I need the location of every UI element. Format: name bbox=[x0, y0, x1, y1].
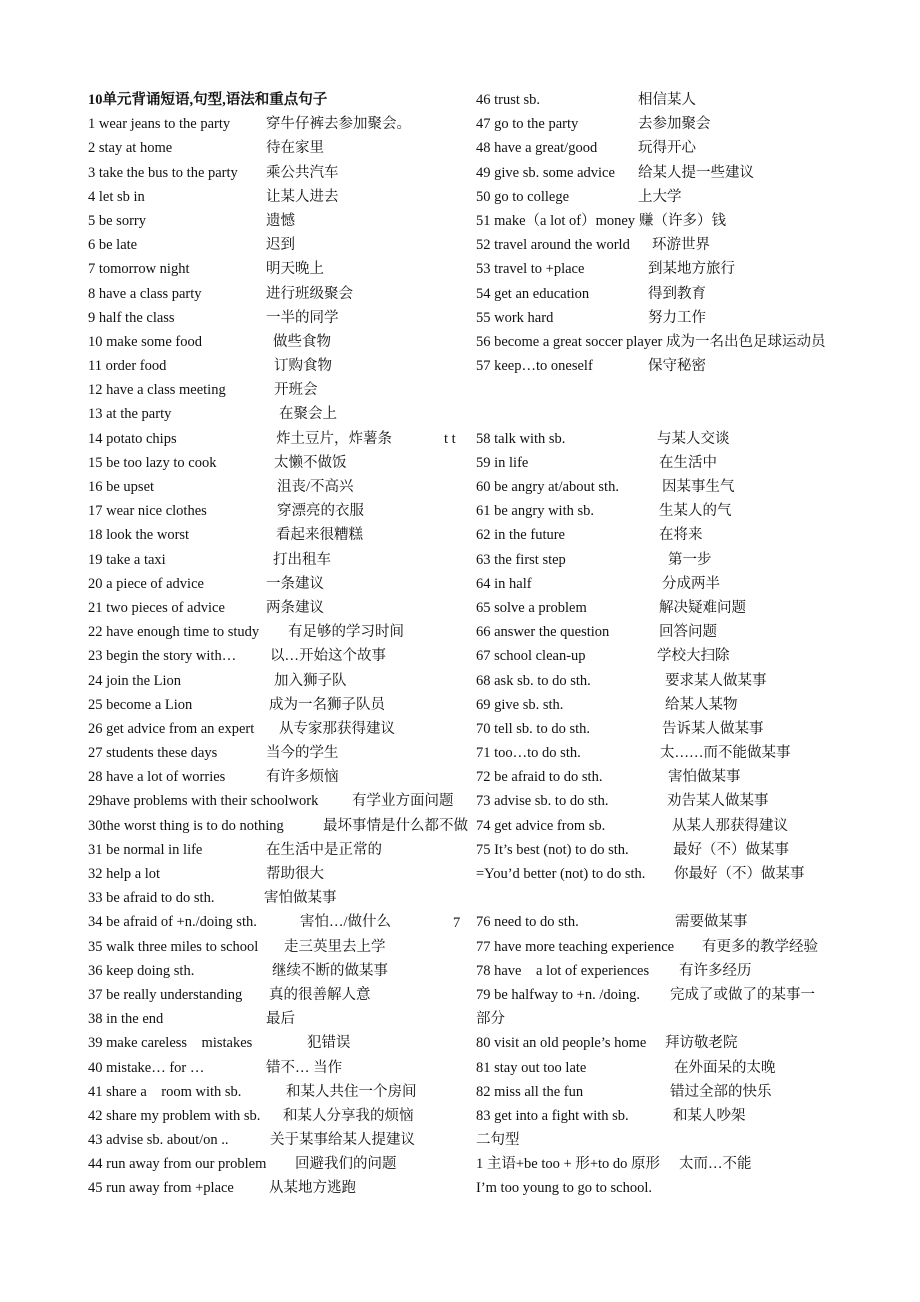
phrase-english: 27 students these days bbox=[88, 745, 218, 762]
phrase-chinese: 穿牛仔裤去参加聚会。 bbox=[266, 116, 411, 133]
phrase-row bbox=[476, 282, 891, 306]
phrase-row bbox=[476, 306, 891, 330]
phrase-chinese: 到某地方旅行 bbox=[648, 261, 735, 278]
phrase-chinese: 你最好（不）做某事 bbox=[674, 866, 805, 882]
phrase-chinese: 害怕…/做什么 bbox=[300, 914, 392, 931]
phrase-row bbox=[476, 693, 891, 717]
phrase-chinese: 沮丧/不高兴 bbox=[277, 479, 354, 495]
phrase-row bbox=[476, 1104, 891, 1128]
phrase-chinese: 最坏事情是什么都不做 bbox=[323, 817, 468, 834]
phrase-english: 61 be angry with sb. bbox=[476, 503, 594, 520]
phrase-chinese: 当今的学生 bbox=[266, 745, 339, 762]
stray-mark-tt: t t bbox=[444, 431, 456, 447]
phrase-chinese: 太……而不能做某事 bbox=[660, 745, 791, 762]
phrase-row bbox=[476, 548, 891, 572]
phrase-row bbox=[476, 475, 891, 499]
phrase-row bbox=[88, 378, 483, 402]
phrase-chinese: 明天晚上 bbox=[266, 261, 324, 278]
phrase-chinese: 保守秘密 bbox=[648, 358, 706, 375]
phrase-english: 80 visit an old people’s home bbox=[476, 1035, 647, 1052]
phrase-chinese: 帮助很大 bbox=[266, 866, 324, 882]
phrase-english: 60 be angry at/about sth. bbox=[476, 479, 619, 495]
phrase-chinese: 犯错误 bbox=[307, 1035, 351, 1052]
phrase-chinese: 做些食物 bbox=[273, 333, 331, 350]
phrase-row bbox=[476, 354, 891, 378]
phrase-english: 25 become a Lion bbox=[88, 696, 193, 713]
phrase-row bbox=[476, 378, 891, 402]
phrase-row bbox=[476, 741, 891, 765]
phrase-row bbox=[476, 862, 891, 886]
phrase-row bbox=[476, 209, 891, 233]
phrase-english: 14 potato chips bbox=[88, 430, 177, 447]
phrase-english: 56 become a great soccer player bbox=[476, 333, 663, 350]
phrase-row bbox=[88, 257, 483, 281]
phrase-row bbox=[88, 910, 483, 934]
phrase-row bbox=[88, 548, 483, 572]
phrase-row bbox=[476, 112, 891, 136]
phrase-chinese: 努力工作 bbox=[648, 309, 706, 326]
left-column bbox=[88, 88, 483, 1201]
phrase-row bbox=[476, 620, 891, 644]
phrase-english: 26 get advice from an expert bbox=[88, 720, 255, 737]
phrase-row bbox=[476, 1080, 891, 1104]
phrase-chinese: 继续不断的做某事 bbox=[272, 962, 388, 979]
phrase-row bbox=[88, 1031, 483, 1055]
phrase-chinese: 穿漂亮的衣服 bbox=[277, 503, 364, 520]
phrase-english: 81 stay out too late bbox=[476, 1059, 587, 1076]
phrase-row bbox=[88, 282, 483, 306]
phrase-chinese: 看起来很糟糕 bbox=[276, 527, 363, 544]
phrase-row bbox=[476, 644, 891, 668]
phrase-row bbox=[88, 1176, 483, 1200]
document-title: 10单元背诵短语,句型,语法和重点句子 bbox=[88, 92, 328, 108]
phrase-english: 19 take a taxi bbox=[88, 551, 166, 568]
phrase-english: 38 in the end bbox=[88, 1011, 164, 1028]
phrase-row bbox=[88, 209, 483, 233]
phrase-chinese: 有许多烦恼 bbox=[266, 769, 339, 786]
phrase-english: 6 be late bbox=[88, 237, 138, 254]
phrase-chinese: 学校大扫除 bbox=[657, 648, 730, 665]
phrase-english: 74 get advice from sb. bbox=[476, 817, 606, 834]
phrase-row bbox=[476, 1007, 891, 1031]
phrase-english: 40 mistake… for … bbox=[88, 1059, 205, 1076]
phrase-row bbox=[476, 910, 891, 934]
phrase-english: 50 go to college bbox=[476, 188, 570, 205]
phrase-chinese: 赚（许多）钱 bbox=[639, 212, 726, 229]
phrase-english: 18 look the worst bbox=[88, 527, 190, 544]
phrase-chinese: 有足够的学习时间 bbox=[288, 624, 404, 641]
phrase-chinese: 回避我们的问题 bbox=[295, 1156, 397, 1173]
phrase-english: 78 have a lot of experiences bbox=[476, 962, 650, 979]
phrase-row bbox=[476, 572, 891, 596]
phrase-chinese: 有学业方面问题 bbox=[352, 793, 454, 810]
phrase-row bbox=[476, 596, 891, 620]
phrase-chinese: 要求某人做某事 bbox=[665, 672, 767, 689]
phrase-english: 31 be normal in life bbox=[88, 841, 203, 858]
phrase-english: 30the worst thing is to do nothing bbox=[88, 817, 284, 834]
phrase-chinese: 成为一名出色足球运动员 bbox=[666, 333, 826, 350]
phrase-row bbox=[88, 1056, 483, 1080]
phrase-chinese: 开班会 bbox=[274, 382, 318, 399]
phrase-english: 65 solve a problem bbox=[476, 599, 587, 616]
phrase-chinese: 真的很善解人意 bbox=[269, 986, 371, 1003]
phrase-row bbox=[476, 717, 891, 741]
phrase-english: 37 be really understanding bbox=[88, 986, 243, 1003]
phrase-chinese: 完成了或做了的某事一 bbox=[670, 986, 815, 1003]
phrase-row bbox=[476, 257, 891, 281]
right-column bbox=[476, 88, 891, 1201]
phrase-chinese: 给某人提一些建议 bbox=[638, 164, 754, 181]
phrase-chinese: 和某人吵架 bbox=[673, 1107, 746, 1124]
phrase-row bbox=[476, 427, 891, 451]
phrase-chinese: 和某人分享我的烦恼 bbox=[283, 1107, 414, 1124]
phrase-row bbox=[476, 838, 891, 862]
phrase-chinese: 以…开始这个故事 bbox=[270, 648, 386, 665]
phrase-english: 79 be halfway to +n. /doing. bbox=[476, 986, 641, 1003]
phrase-chinese: 劝告某人做某事 bbox=[667, 793, 769, 810]
phrase-english: 17 wear nice clothes bbox=[88, 503, 207, 520]
phrase-english: 59 in life bbox=[476, 454, 529, 471]
phrase-english: 39 make careless mistakes bbox=[88, 1035, 253, 1052]
phrase-english: 76 need to do sth. bbox=[476, 914, 579, 931]
phrase-row bbox=[88, 161, 483, 185]
phrase-row bbox=[476, 669, 891, 693]
phrase-row bbox=[476, 499, 891, 523]
phrase-chinese: 有许多经历 bbox=[679, 962, 752, 979]
phrase-chinese: 生某人的气 bbox=[659, 503, 732, 520]
phrase-chinese: 在生活中 bbox=[659, 454, 717, 471]
phrase-english: 83 get into a fight with sb. bbox=[476, 1107, 629, 1124]
phrase-english: 47 go to the party bbox=[476, 116, 579, 133]
phrase-row bbox=[88, 1007, 483, 1031]
phrase-row bbox=[88, 717, 483, 741]
phrase-row bbox=[88, 765, 483, 789]
phrase-chinese: 一条建议 bbox=[266, 575, 324, 592]
phrase-chinese: 让某人进去 bbox=[266, 188, 339, 205]
phrase-row bbox=[88, 669, 483, 693]
phrase-chinese: 成为一名狮子队员 bbox=[269, 696, 385, 713]
phrase-chinese: 和某人共住一个房间 bbox=[286, 1083, 417, 1100]
phrase-row bbox=[476, 161, 891, 185]
phrase-row bbox=[88, 838, 483, 862]
phrase-row bbox=[476, 330, 891, 354]
phrase-row bbox=[476, 983, 891, 1007]
phrase-chinese: 上大学 bbox=[638, 188, 682, 205]
phrase-chinese: 从专家那获得建议 bbox=[279, 720, 395, 737]
phrase-row bbox=[476, 185, 891, 209]
phrase-english: 21 two pieces of advice bbox=[88, 599, 225, 616]
phrase-english: 7 tomorrow night bbox=[88, 261, 190, 278]
phrase-english: 20 a piece of advice bbox=[88, 575, 204, 592]
phrase-chinese: 关于某事给某人提建议 bbox=[270, 1132, 415, 1149]
phrase-english: 67 school clean-up bbox=[476, 648, 586, 665]
phrase-chinese: 与某人交谈 bbox=[657, 430, 730, 447]
phrase-english: 34 be afraid of +n./doing sth. bbox=[88, 914, 257, 931]
phrase-english: 55 work hard bbox=[476, 309, 554, 326]
phrase-row bbox=[88, 1080, 483, 1104]
phrase-chinese: 打出租车 bbox=[273, 551, 331, 568]
phrase-row bbox=[88, 572, 483, 596]
phrase-english: 11 order food bbox=[88, 358, 167, 375]
phrase-chinese: 因某事生气 bbox=[662, 479, 735, 495]
phrase-english: 5 be sorry bbox=[88, 212, 146, 229]
phrase-row bbox=[476, 136, 891, 160]
phrase-english: 2 stay at home bbox=[88, 140, 173, 157]
phrase-chinese: 环游世界 bbox=[652, 237, 710, 254]
phrase-english: 53 travel to +place bbox=[476, 261, 585, 278]
phrase-english: 12 have a class meeting bbox=[88, 382, 226, 399]
phrase-row bbox=[88, 112, 483, 136]
phrase-english: 33 be afraid to do sth. bbox=[88, 890, 215, 907]
phrase-row bbox=[88, 1152, 483, 1176]
phrase-chinese: 从某地方逃跑 bbox=[269, 1180, 356, 1197]
phrase-english: 63 the first step bbox=[476, 551, 566, 568]
phrase-english: 23 begin the story with… bbox=[88, 648, 237, 665]
phrase-row bbox=[88, 789, 483, 813]
phrase-chinese: 乘公共汽车 bbox=[266, 164, 339, 181]
phrase-row bbox=[88, 499, 483, 523]
phrase-row bbox=[88, 935, 483, 959]
phrase-english: 82 miss all the fun bbox=[476, 1083, 584, 1100]
phrase-english: 22 have enough time to study bbox=[88, 624, 260, 641]
phrase-chinese: 太而…不能 bbox=[679, 1156, 752, 1173]
phrase-chinese: 玩得开心 bbox=[638, 140, 696, 157]
phrase-english: 62 in the future bbox=[476, 527, 565, 544]
phrase-chinese: 两条建议 bbox=[266, 599, 324, 616]
phrase-row bbox=[88, 402, 483, 426]
phrase-chinese: 进行班级聚会 bbox=[266, 285, 353, 302]
phrase-row bbox=[476, 523, 891, 547]
phrase-row bbox=[476, 959, 891, 983]
phrase-english: 48 have a great/good bbox=[476, 140, 598, 157]
phrase-row bbox=[88, 741, 483, 765]
phrase-english: 73 advise sb. to do sth. bbox=[476, 793, 609, 810]
phrase-english: 1 wear jeans to the party bbox=[88, 116, 231, 133]
phrase-chinese: 告诉某人做某事 bbox=[662, 720, 764, 737]
phrase-chinese: 有更多的教学经验 bbox=[702, 938, 818, 955]
phrase-english: 13 at the party bbox=[88, 406, 172, 423]
phrase-english: 15 be too lazy to cook bbox=[88, 454, 217, 471]
phrase-english: 72 be afraid to do sth. bbox=[476, 769, 603, 786]
phrase-row bbox=[88, 233, 483, 257]
phrase-row bbox=[476, 1031, 891, 1055]
phrase-row bbox=[88, 306, 483, 330]
phrase-row bbox=[88, 983, 483, 1007]
phrase-chinese: 去参加聚会 bbox=[638, 116, 711, 133]
phrase-chinese: 分成两半 bbox=[662, 575, 720, 592]
phrase-row bbox=[88, 523, 483, 547]
phrase-chinese: 最好（不）做某事 bbox=[673, 841, 789, 858]
phrase-english: 部分 bbox=[476, 1011, 505, 1028]
phrase-row bbox=[476, 1128, 891, 1152]
phrase-row bbox=[88, 136, 483, 160]
phrase-row bbox=[88, 451, 483, 475]
phrase-english: 75 It’s best (not) to do sth. bbox=[476, 841, 629, 858]
phrase-row bbox=[476, 814, 891, 838]
phrase-row bbox=[476, 233, 891, 257]
phrase-chinese: 需要做某事 bbox=[675, 914, 748, 931]
phrase-english: 42 share my problem with sb. bbox=[88, 1107, 261, 1124]
phrase-chinese: 炸土豆片，炸薯条 bbox=[276, 430, 392, 447]
phrase-row bbox=[88, 1104, 483, 1128]
phrase-row bbox=[88, 886, 483, 910]
phrase-chinese: 订购食物 bbox=[274, 358, 332, 375]
phrase-english: 9 half the class bbox=[88, 309, 175, 326]
phrase-row bbox=[88, 814, 483, 838]
phrase-row bbox=[476, 789, 891, 813]
phrase-english: 69 give sb. sth. bbox=[476, 696, 564, 713]
phrase-english: 46 trust sb. bbox=[476, 92, 541, 108]
phrase-chinese: 第一步 bbox=[668, 551, 712, 568]
phrase-chinese: 从某人那获得建议 bbox=[672, 817, 788, 834]
phrase-chinese: 在聚会上 bbox=[279, 406, 337, 423]
phrase-chinese: 太懒不做饭 bbox=[274, 454, 347, 471]
phrase-english: 44 run away from our problem bbox=[88, 1156, 267, 1173]
phrase-row bbox=[88, 185, 483, 209]
phrase-chinese: 错不… 当作 bbox=[266, 1059, 343, 1076]
phrase-chinese: 走三英里去上学 bbox=[284, 938, 386, 955]
phrase-english: 52 travel around the world bbox=[476, 237, 630, 254]
phrase-english: 51 make（a lot of）money bbox=[476, 212, 636, 229]
phrase-chinese: 在外面呆的太晚 bbox=[674, 1059, 776, 1076]
phrase-row bbox=[88, 354, 483, 378]
stray-mark-seven: 7 bbox=[453, 915, 461, 931]
phrase-row bbox=[476, 765, 891, 789]
phrase-chinese: 在将来 bbox=[659, 527, 703, 544]
phrase-chinese: 回答问题 bbox=[659, 624, 717, 641]
phrase-row bbox=[88, 1128, 483, 1152]
phrase-chinese: 解决疑难问题 bbox=[659, 599, 746, 616]
phrase-chinese: 待在家里 bbox=[266, 140, 324, 157]
phrase-english: 28 have a lot of worries bbox=[88, 769, 226, 786]
phrase-english: I’m too young to go to school. bbox=[476, 1180, 653, 1197]
phrase-row bbox=[476, 1176, 891, 1200]
phrase-chinese: 拜访敬老院 bbox=[665, 1035, 738, 1052]
phrase-chinese: 遗憾 bbox=[266, 212, 295, 229]
phrase-english: 43 advise sb. about/on .. bbox=[88, 1132, 229, 1149]
phrase-english: 32 help a lot bbox=[88, 866, 161, 882]
phrase-english: =You’d better (not) to do sth. bbox=[476, 866, 646, 882]
phrase-english: 58 talk with sb. bbox=[476, 430, 566, 447]
phrase-chinese: 害怕做某事 bbox=[264, 890, 337, 907]
phrase-row bbox=[88, 862, 483, 886]
phrase-chinese: 在生活中是正常的 bbox=[266, 841, 382, 858]
phrase-english: 二句型 bbox=[476, 1132, 520, 1149]
phrase-row bbox=[476, 402, 891, 426]
phrase-chinese: 错过全部的快乐 bbox=[670, 1083, 772, 1100]
phrase-english: 4 let sb in bbox=[88, 188, 145, 205]
phrase-chinese: 相信某人 bbox=[638, 92, 696, 108]
phrase-english: 3 take the bus to the party bbox=[88, 164, 238, 181]
phrase-chinese: 给某人某物 bbox=[665, 696, 738, 713]
phrase-english: 66 answer the question bbox=[476, 624, 610, 641]
phrase-english: 49 give sb. some advice bbox=[476, 164, 615, 181]
phrase-row bbox=[88, 620, 483, 644]
phrase-english: 24 join the Lion bbox=[88, 672, 182, 689]
phrase-row bbox=[476, 1152, 891, 1176]
phrase-row bbox=[88, 330, 483, 354]
phrase-row bbox=[476, 886, 891, 910]
phrase-english: 10 make some food bbox=[88, 333, 202, 350]
phrase-english: 8 have a class party bbox=[88, 285, 202, 302]
phrase-english: 64 in half bbox=[476, 575, 532, 592]
phrase-english: 36 keep doing sth. bbox=[88, 962, 195, 979]
phrase-english: 54 get an education bbox=[476, 285, 590, 302]
phrase-english: 1 主语+be too + 形+to do 原形 bbox=[476, 1156, 661, 1173]
phrase-chinese: 得到教育 bbox=[648, 285, 706, 302]
phrase-english: 70 tell sb. to do sth. bbox=[476, 720, 590, 737]
phrase-english: 71 too…to do sth. bbox=[476, 745, 581, 762]
phrase-english: 68 ask sb. to do sth. bbox=[476, 672, 591, 689]
phrase-english: 35 walk three miles to school bbox=[88, 938, 259, 955]
phrase-row bbox=[476, 935, 891, 959]
phrase-english: 16 be upset bbox=[88, 479, 155, 495]
phrase-chinese: 害怕做某事 bbox=[668, 769, 741, 786]
phrase-chinese: 加入狮子队 bbox=[274, 672, 347, 689]
phrase-row bbox=[88, 596, 483, 620]
phrase-english: 45 run away from +place bbox=[88, 1180, 234, 1197]
phrase-row bbox=[88, 475, 483, 499]
phrase-row bbox=[88, 644, 483, 668]
phrase-chinese: 迟到 bbox=[266, 237, 295, 254]
phrase-row bbox=[476, 451, 891, 475]
phrase-english: 41 share a room with sb. bbox=[88, 1083, 242, 1100]
phrase-row bbox=[88, 959, 483, 983]
phrase-chinese: 一半的同学 bbox=[266, 309, 339, 326]
phrase-english: 57 keep…to oneself bbox=[476, 358, 593, 375]
phrase-row bbox=[476, 88, 891, 112]
phrase-english: 77 have more teaching experience bbox=[476, 938, 675, 955]
phrase-row bbox=[476, 1056, 891, 1080]
phrase-chinese: 最后 bbox=[266, 1011, 295, 1028]
phrase-row bbox=[88, 693, 483, 717]
phrase-english: 29have problems with their schoolwork bbox=[88, 793, 319, 810]
phrase-row bbox=[88, 427, 483, 451]
